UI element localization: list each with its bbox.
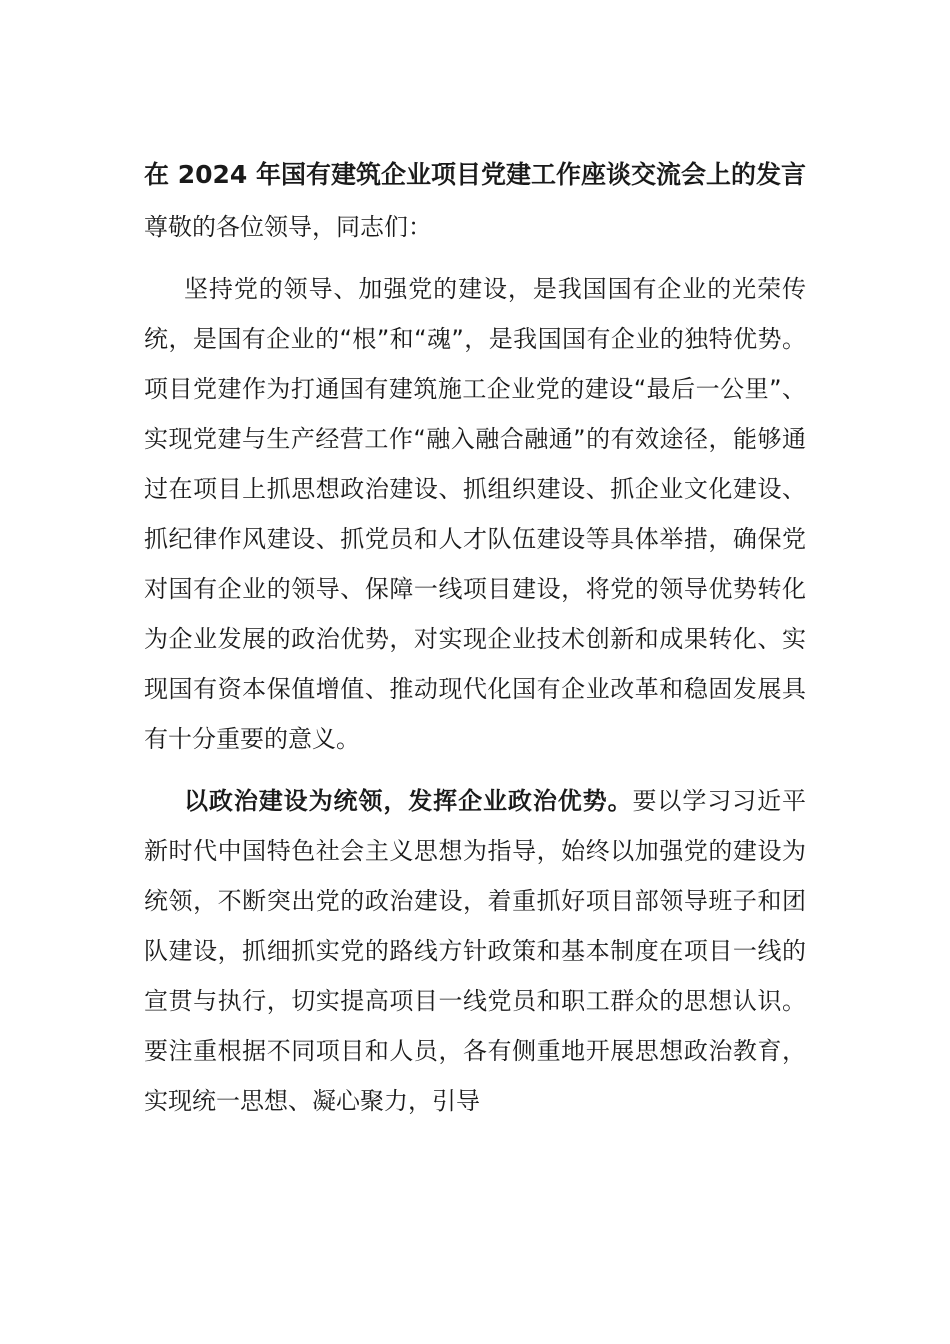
document-title: 在 2024 年国有建筑企业项目党建工作座谈交流会上的发言 [144, 160, 806, 189]
paragraph-2 [144, 776, 806, 1126]
paragraph-1-body: 坚持党的领导、加强党的建设，是我国国有企业的光荣传统，是国有企业的“根”和“魂”，是我国国有企业的独特优势。项目党建作为打通国有建筑施工企业党的建设“最后一公里”、实现党建与生产经营工作“融入融合融通”的有效途径，能够通过在项目上抓思想政治建设、抓组织建设、抓企业文化建设、抓纪律作风建设、抓党员和人才队伍建设等具体举措，确保党对国有企业的领导、保障一线项目建设，将党的领导优势转化为企业发展的政治优势，对实现企业技术创新和成果转化、实现国有资本保值增值、推动现代化国有企业改革和稳固发展具有十分重要的意义。 [144, 275, 806, 753]
paragraph-2-lead: 以政治建设为统领，发挥企业政治优势。 [184, 787, 633, 815]
paragraph-2-body: 要以学习习近平新时代中国特色社会主义思想为指导，始终以加强党的建设为统领，不断突出党的政治建设，着重抓好项目部领导班子和团队建设，抓细抓实党的路线方针政策和基本制度在项目一线的宣贯与执行，切实提高项目一线党员和职工群众的思想认识。要注重根据不同项目和人员，各有侧重地开展思想政治教育，实现统一思想、凝心聚力，引导 [144, 787, 806, 1115]
paragraph-1 [144, 264, 806, 764]
document-page [144, 150, 806, 1126]
salutation: 尊敬的各位领导，同志们： [144, 213, 432, 241]
